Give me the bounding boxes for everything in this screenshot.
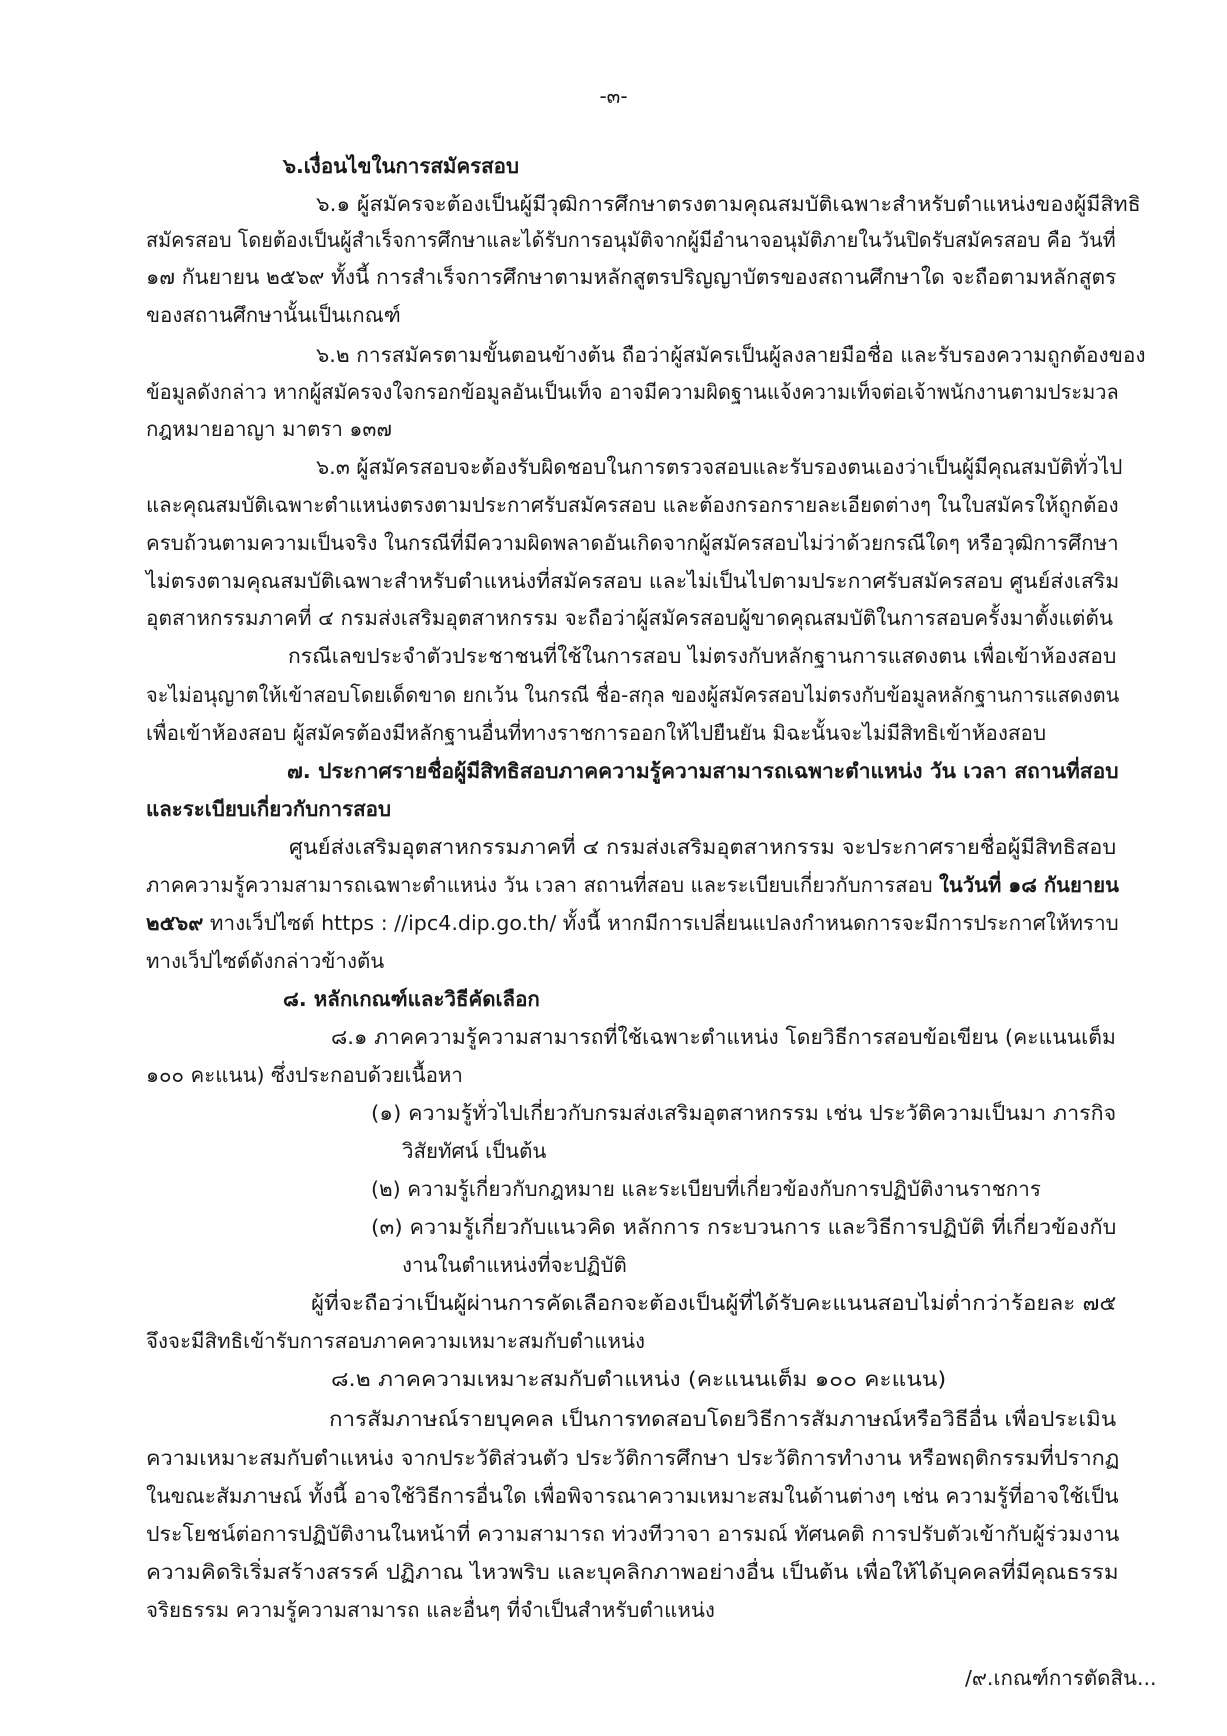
paragraph-line: ครบถ้วนตามความเป็นจริง ในกรณีที่มีความผิดพลาดอันเกิดจากผู้สมัครสอบไม่ว่าด้วยกรณีใดๆ หรือวุฒิการศึกษา (146, 531, 1119, 555)
website-reference: ทางเว็ปไซต์ https : //ipc4.dip.go.th/ ทั้งนี้ หากมีการเปลี่ยนแปลงกำหนดการจะมีการประกาศให้ทราบ (203, 911, 1119, 935)
paragraph-line (146, 905, 1119, 941)
paragraph-line: กรณีเลขประจำตัวประชาชนที่ใช้ในการสอบ ไม่ตรงกับหลักฐานการแสดงตน เพื่อเข้าห้องสอบ (288, 644, 1117, 668)
paragraph-line: และคุณสมบัติเฉพาะตำแหน่งตรงตามประกาศรับสมัครสอบ และต้องกรอกรายละเอียดต่างๆ ในใบสมัครให้ถูกต้อง (146, 493, 1119, 517)
paragraph-line: ไม่ตรงตามคุณสมบัติเฉพาะสำหรับตำแหน่งที่สมัครสอบ และไม่เป็นไปตามประกาศรับสมัครสอบ ศูนย์ส่งเสริม (146, 569, 1120, 593)
paragraph-line: ๘.๒ ภาคความเหมาะสมกับตำแหน่ง (คะแนนเต็ม ๑๐๐ คะแนน) (331, 1367, 947, 1391)
list-item: (๑) ความรู้ทั่วไปเกี่ยวกับกรมส่งเสริมอุตสาหกรรม เช่น ประวัติความเป็นมา ภารกิจ (371, 1101, 1117, 1125)
list-item: (๒) ความรู้เกี่ยวกับกฎหมาย และระเบียบที่เกี่ยวข้องกับการปฏิบัติงานราชการ (371, 1177, 1041, 1201)
section-7-heading: และระเบียบเกี่ยวกับการสอบ (146, 797, 391, 821)
paragraph-line: จะไม่อนุญาตให้เข้าสอบโดยเด็ดขาด ยกเว้น ในกรณี ชื่อ-สกุล ของผู้สมัครสอบไม่ตรงกับข้อมูลหลักฐานการแสดงตน (146, 683, 1120, 707)
paragraph-line: ประโยชน์ต่อการปฏิบัติงานในหน้าที่ ความสามารถ ท่วงทีวาจา อารมณ์ ทัศนคติ การปรับตัวเข้ากับผู้ร่วมงาน (146, 1522, 1120, 1546)
announcement-date: ในวันที่ ๑๘ กันยายน (939, 873, 1119, 897)
paragraph-line: ๖.๓ ผู้สมัครสอบจะต้องรับผิดชอบในการตรวจสอบและรับรองตนเองว่าเป็นผู้มีคุณสมบัติทั่วไป (316, 455, 1123, 479)
paragraph-line: ในขณะสัมภาษณ์ ทั้งนี้ อาจใช้วิธีการอื่นใด เพื่อพิจารณาความเหมาะสมในด้านต่างๆ เช่น ความรู้ที่อาจใช้เป็น (146, 1484, 1119, 1508)
list-item: วิสัยทัศน์ เป็นต้น (402, 1139, 547, 1163)
page-number: -๓- (599, 84, 628, 108)
paragraph-line: ๖.๑ ผู้สมัครจะต้องเป็นผู้มีวุฒิการศึกษาตรงตามคุณสมบัติเฉพาะสำหรับตำแหน่งของผู้มีสิทธิ (316, 192, 1141, 216)
announcement-year: ๒๕๖๙ (146, 911, 204, 935)
list-item: (๓) ความรู้เกี่ยวกับแนวคิด หลักการ กระบวนการ และวิธีการปฏิบัติ ที่เกี่ยวข้องกับ (371, 1215, 1117, 1239)
section-6-heading: ๖.เงื่อนไขในการสมัครสอบ (283, 154, 520, 178)
paragraph-line: อุตสาหกรรมภาคที่ ๔ กรมส่งเสริมอุตสาหกรรม จะถือว่าผู้สมัครสอบผู้ขาดคุณสมบัติในการสอบครั้งมาตั้งแต่ต้น (146, 606, 1114, 630)
paragraph-line: เพื่อเข้าห้องสอบ ผู้สมัครต้องมีหลักฐานอื่นที่ทางราชการออกให้ไปยืนยัน มิฉะนั้นจะไม่มีสิทธิเข้าห้องสอบ (146, 721, 1047, 745)
section-8-heading: ๘. หลักเกณฑ์และวิธีคัดเลือก (283, 987, 540, 1011)
list-item: งานในตำแหน่งที่จะปฏิบัติ (402, 1253, 627, 1277)
paragraph-line: ๘.๑ ภาคความรู้ความสามารถที่ใช้เฉพาะตำแหน่ง โดยวิธีการสอบข้อเขียน (คะแนนเต็ม (331, 1025, 1116, 1049)
paragraph-line: สมัครสอบ โดยต้องเป็นผู้สำเร็จการศึกษาและได้รับการอนุมัติจากผู้มีอำนาจอนุมัติภายในวันปิดรับสมัครสอบ คือ วันที่ (146, 228, 1116, 252)
paragraph-line: ๑๐๐ คะแนน) ซึ่งประกอบด้วยเนื้อหา (146, 1063, 463, 1087)
continuation-footer: /๙.เกณฑ์การตัดสิน... (965, 1666, 1157, 1690)
paragraph-line: ความเหมาะสมกับตำแหน่ง จากประวัติส่วนตัว ประวัติการศึกษา ประวัติการทำงาน หรือพฤติกรรมที่ปรากฏ (146, 1446, 1120, 1470)
paragraph-line: ศูนย์ส่งเสริมอุตสาหกรรมภาคที่ ๔ กรมส่งเสริมอุตสาหกรรม จะประกาศรายชื่อผู้มีสิทธิสอบ (289, 835, 1117, 859)
section-7-heading: ๗. ประกาศรายชื่อผู้มีสิทธิสอบภาคความรู้ความสามารถเฉพาะตำแหน่ง วัน เวลา สถานที่สอบ (287, 759, 1119, 783)
paragraph-line: ของสถานศึกษานั้นเป็นเกณฑ์ (146, 303, 401, 327)
paragraph-line: ข้อมูลดังกล่าว หากผู้สมัครจงใจกรอกข้อมูลอันเป็นเท็จ อาจมีความผิดฐานแจ้งความเท็จต่อเจ้าพนักงานตามประมวล (146, 380, 1119, 404)
paragraph-line: ทางเว็ปไซต์ดังกล่าวข้างต้น (146, 949, 385, 973)
paragraph-line: กฎหมายอาญา มาตรา ๑๓๗ (146, 417, 392, 441)
paragraph-line: ภาคความรู้ความสามารถเฉพาะตำแหน่ง วัน เวลา สถานที่สอบ และระเบียบเกี่ยวกับการสอบ ในวันที่ ๑๘ กันยายน (146, 873, 1119, 897)
paragraph-line: ผู้ที่จะถือว่าเป็นผู้ผ่านการคัดเลือกจะต้องเป็นผู้ที่ได้รับคะแนนสอบไม่ต่ำกว่าร้อยละ ๗๕ (311, 1291, 1117, 1315)
paragraph-line: ๑๗ กันยายน ๒๕๖๙ ทั้งนี้ การสำเร็จการศึกษาตามหลักสูตรปริญญาบัตรของสถานศึกษาใด จะถือตามหลักสูตร (146, 265, 1117, 289)
paragraph-line: ๖.๒ การสมัครตามขั้นตอนข้างต้น ถือว่าผู้สมัครเป็นผู้ลงลายมือชื่อ และรับรองความถูกต้องของ (316, 343, 1146, 367)
paragraph-line: จึงจะมีสิทธิเข้ารับการสอบภาคความเหมาะสมกับตำแหน่ง (146, 1329, 645, 1353)
paragraph-line: ความคิดริเริ่มสร้างสรรค์ ปฏิภาณ ไหวพริบ และบุคลิกภาพอย่างอื่น เป็นต้น เพื่อให้ได้บุคคลที่มีคุณธรรม (146, 1560, 1119, 1584)
paragraph-line: จริยธรรม ความรู้ความสามารถ และอื่นๆ ที่จำเป็นสำหรับตำแหน่ง (146, 1598, 715, 1622)
paragraph-line: การสัมภาษณ์รายบุคคล เป็นการทดสอบโดยวิธีการสัมภาษณ์หรือวิธีอื่น เพื่อประเมิน (329, 1407, 1117, 1431)
